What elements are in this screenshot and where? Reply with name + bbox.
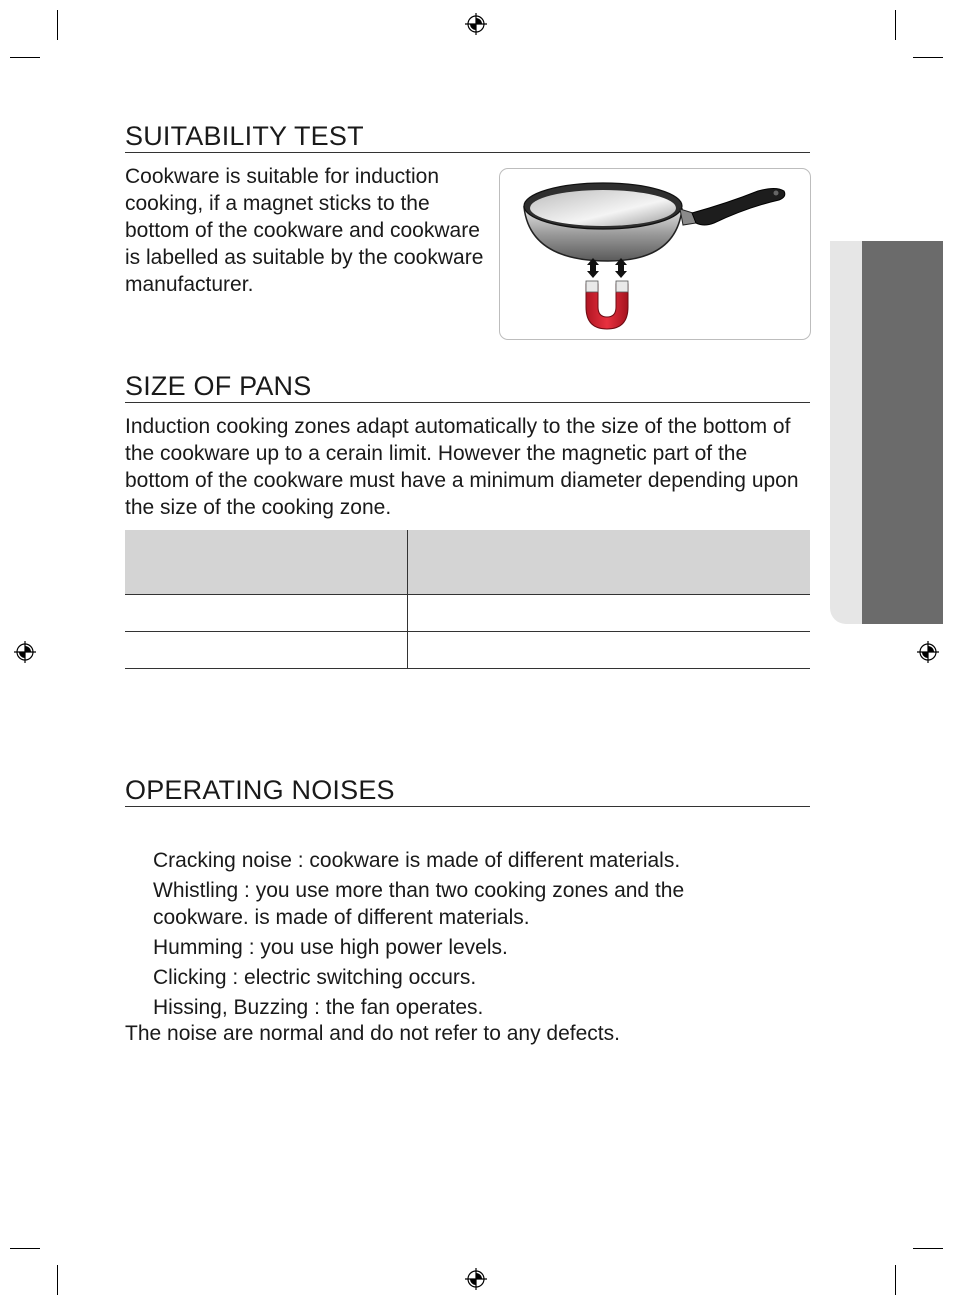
noises-rule — [125, 806, 810, 807]
list-item: Humming : you use high power levels. — [153, 936, 508, 959]
table-row — [125, 632, 810, 669]
list-item: Whistling : you use more than two cooking zones and the cookware. is made of different materials. — [153, 879, 685, 929]
table-cell — [125, 632, 408, 668]
list-item: Hissing, Buzzing : the fan operates. — [153, 996, 484, 1019]
table-cell — [408, 595, 810, 631]
pan-magnet-illustration — [500, 169, 810, 339]
noises-heading: OPERATING NOISES — [125, 775, 395, 805]
pans-heading: SIZE OF PANS — [125, 371, 312, 401]
frying-pan-icon — [524, 183, 785, 261]
table-header-cell — [408, 530, 810, 594]
suitability-rule — [125, 152, 810, 153]
pans-text: Induction cooking zones adapt automatically to the size of the bottom of the cookware up to a cerain limit. However the magnetic part of the bottom of the cookware must have a minimum diameter depending upon the size of the cooking zone. — [125, 415, 799, 519]
pans-rule — [125, 402, 810, 403]
pan-size-table — [125, 530, 810, 669]
registration-mark-icon — [465, 1268, 487, 1290]
table-cell — [125, 595, 408, 631]
registration-mark-icon — [14, 641, 36, 663]
list-item: Cracking noise : cookware is made of different materials. — [153, 849, 681, 872]
suitability-heading: SUITABILITY TEST — [125, 121, 364, 151]
table-header-cell — [125, 530, 408, 594]
registration-mark-icon — [465, 13, 487, 35]
registration-mark-icon — [917, 641, 939, 663]
side-tab-dark — [862, 241, 943, 624]
table-row — [125, 595, 810, 632]
horseshoe-magnet-icon — [586, 281, 628, 329]
table-header-row — [125, 530, 810, 595]
noise-list — [153, 847, 753, 1024]
list-item: Clicking : electric switching occurs. — [153, 966, 477, 989]
noises-closing-text: The noise are normal and do not refer to any defects. — [125, 1022, 620, 1045]
suitability-text: Cookware is suitable for induction cooking, if a magnet sticks to the bottom of the cookware and cookware is labelled as suitable by the cookware manufacturer. — [125, 165, 484, 296]
suitability-figure — [499, 168, 811, 340]
table-cell — [408, 632, 810, 668]
